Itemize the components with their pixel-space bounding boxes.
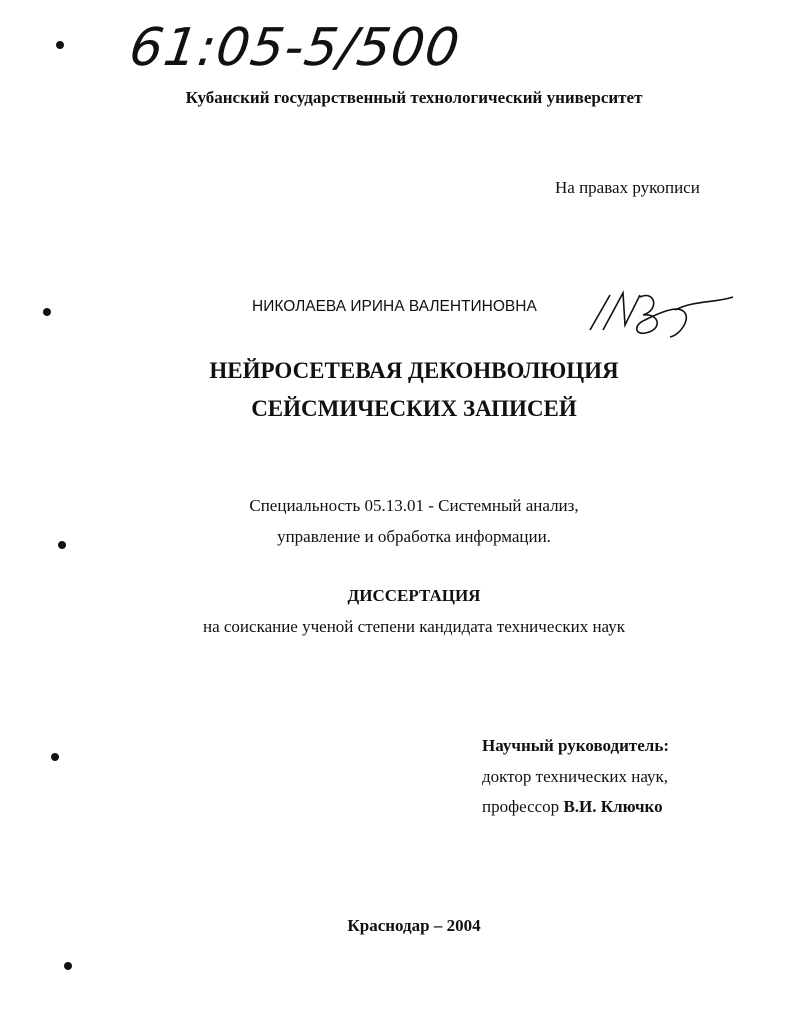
punch-hole-mark [56, 41, 64, 49]
manuscript-rights: На правах рукописи [555, 178, 700, 197]
specialty-line2: управление и обработка информации. [277, 527, 551, 546]
supervisor-title-name [482, 797, 663, 817]
handwritten-archive-number: 61:05-5/500 [125, 18, 464, 78]
document-type: ДИССЕРТАЦИЯ [347, 586, 481, 605]
punch-hole-mark [51, 753, 59, 761]
punch-hole-mark [43, 308, 51, 316]
city-year: Краснодар – 2004 [347, 916, 481, 935]
university-name: Кубанский государственный технологический университет [185, 88, 643, 107]
degree-sought: на соискание ученой степени кандидата технических наук [202, 617, 625, 636]
author-name: НИКОЛАЕВА ИРИНА ВАЛЕНТИНОВНА [252, 298, 537, 315]
thesis-title-line2: СЕЙСМИЧЕСКИХ ЗАПИСЕЙ [251, 396, 577, 421]
signature [585, 285, 735, 345]
specialty-line1: Специальность 05.13.01 - Системный анализ, [249, 496, 579, 515]
supervisor-label: Научный руководитель: [482, 736, 669, 755]
supervisor-name: В.И. Ключко [563, 797, 663, 816]
supervisor-degree: доктор технических наук, [482, 767, 669, 786]
punch-hole-mark [64, 962, 72, 970]
supervisor-title: профессор [482, 797, 560, 816]
thesis-title-line1: НЕЙРОСЕТЕВАЯ ДЕКОНВОЛЮЦИЯ [209, 358, 619, 383]
